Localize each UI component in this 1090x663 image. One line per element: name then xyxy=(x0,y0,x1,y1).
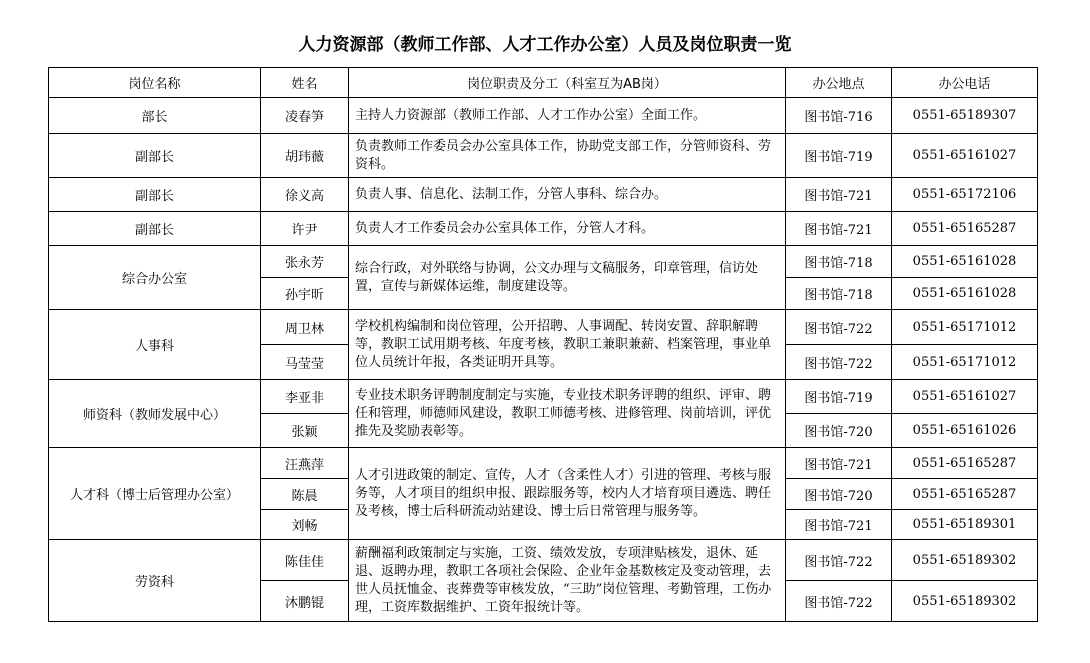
name-cell: 许尹 xyxy=(261,212,349,246)
phone-cell: 0551-65165287 xyxy=(892,479,1038,510)
name-cell: 凌春笋 xyxy=(261,98,349,134)
table-row xyxy=(49,448,1038,479)
header-office: 办公地点 xyxy=(786,68,892,98)
header-phone: 办公电话 xyxy=(892,68,1038,98)
table-row xyxy=(49,134,1038,178)
phone-cell: 0551-65172106 xyxy=(892,178,1038,212)
office-cell: 图书馆-722 xyxy=(786,345,892,380)
header-name: 姓名 xyxy=(261,68,349,98)
position-cell: 副部长 xyxy=(49,134,261,178)
office-cell: 图书馆-722 xyxy=(786,310,892,345)
position-cell: 劳资科 xyxy=(49,540,261,622)
office-cell: 图书馆-718 xyxy=(786,278,892,310)
office-cell: 图书馆-721 xyxy=(786,212,892,246)
name-cell: 孙宇昕 xyxy=(261,278,349,310)
office-cell: 图书馆-720 xyxy=(786,479,892,510)
phone-cell: 0551-65189302 xyxy=(892,540,1038,581)
page-title: 人力资源部（教师工作部、人才工作办公室）人员及岗位职责一览 xyxy=(298,35,792,55)
phone-cell: 0551-65161027 xyxy=(892,380,1038,414)
office-cell: 图书馆-721 xyxy=(786,448,892,479)
table-row xyxy=(49,310,1038,345)
position-cell: 部长 xyxy=(49,98,261,134)
name-cell: 汪燕萍 xyxy=(261,448,349,479)
phone-cell: 0551-65189307 xyxy=(892,98,1038,134)
table-row xyxy=(49,246,1038,278)
phone-cell: 0551-65189302 xyxy=(892,581,1038,622)
header-position: 岗位名称 xyxy=(49,68,261,98)
office-cell: 图书馆-721 xyxy=(786,510,892,540)
name-cell: 胡玮薇 xyxy=(261,134,349,178)
staff-duty-table xyxy=(48,67,1038,622)
office-cell: 图书馆-722 xyxy=(786,581,892,622)
position-cell: 人才科（博士后管理办公室） xyxy=(49,448,261,540)
phone-cell: 0551-65165287 xyxy=(892,448,1038,479)
table-row xyxy=(49,212,1038,246)
phone-cell: 0551-65171012 xyxy=(892,345,1038,380)
position-cell: 人事科 xyxy=(49,310,261,380)
phone-cell: 0551-65161026 xyxy=(892,414,1038,448)
name-cell: 张颖 xyxy=(261,414,349,448)
name-cell: 张永芳 xyxy=(261,246,349,278)
name-cell: 陈晨 xyxy=(261,479,349,510)
office-cell: 图书馆-722 xyxy=(786,540,892,581)
header-duty: 岗位职责及分工（科室互为AB岗） xyxy=(349,68,786,98)
duty-cell: 学校机构编制和岗位管理，公开招聘、人事调配、转岗安置、辞职解聘等，教职工试用期考核、年度考核，教职工兼职兼薪、档案管理，事业单位人员统计年报，各类证明开具等。 xyxy=(349,310,786,380)
phone-cell: 0551-65189301 xyxy=(892,510,1038,540)
name-cell: 周卫林 xyxy=(261,310,349,345)
duty-cell: 负责人事、信息化、法制工作，分管人事科、综合办。 xyxy=(349,178,786,212)
duty-cell: 负责教师工作委员会办公室具体工作，协助党支部工作，分管师资科、劳资科。 xyxy=(349,134,786,178)
duty-cell: 综合行政，对外联络与协调，公文办理与文稿服务，印章管理，信访处置，宣传与新媒体运维，制度建设等。 xyxy=(349,246,786,310)
table-row xyxy=(49,98,1038,134)
office-cell: 图书馆-718 xyxy=(786,246,892,278)
table-body xyxy=(49,98,1038,622)
office-cell: 图书馆-720 xyxy=(786,414,892,448)
name-cell: 刘畅 xyxy=(261,510,349,540)
duty-cell: 薪酬福利政策制定与实施，工资、绩效发放，专项津贴核发，退休、延退、返聘办理，教职工各项社会保险、企业年金基数核定及变动管理，去世人员抚恤金、丧葬费等审核发放，“三助”岗位管理、考勤管理，工伤办理，工资库数据维护、工资年报统计等。 xyxy=(349,540,786,622)
duty-cell: 人才引进政策的制定、宣传，人才（含柔性人才）引进的管理、考核与服务等，人才项目的组织申报、跟踪服务等，校内人才培育项目遴选、聘任及考核，博士后科研流动站建设、博士后日常管理与服务等。 xyxy=(349,448,786,540)
duty-cell: 专业技术职务评聘制度制定与实施，专业技术职务评聘的组织、评审、聘任和管理，师德师风建设，教职工师德考核、进修管理、岗前培训，评优推先及奖励表彰等。 xyxy=(349,380,786,448)
office-cell: 图书馆-721 xyxy=(786,178,892,212)
position-cell: 综合办公室 xyxy=(49,246,261,310)
position-cell: 师资科（教师发展中心） xyxy=(49,380,261,448)
name-cell: 陈佳佳 xyxy=(261,540,349,581)
phone-cell: 0551-65161028 xyxy=(892,278,1038,310)
name-cell: 马莹莹 xyxy=(261,345,349,380)
office-cell: 图书馆-716 xyxy=(786,98,892,134)
phone-cell: 0551-65171012 xyxy=(892,310,1038,345)
duty-cell: 主持人力资源部（教师工作部、人才工作办公室）全面工作。 xyxy=(349,98,786,134)
duty-cell: 负责人才工作委员会办公室具体工作，分管人才科。 xyxy=(349,212,786,246)
name-cell: 李亚非 xyxy=(261,380,349,414)
phone-cell: 0551-65161028 xyxy=(892,246,1038,278)
office-cell: 图书馆-719 xyxy=(786,380,892,414)
office-cell: 图书馆-719 xyxy=(786,134,892,178)
name-cell: 徐义高 xyxy=(261,178,349,212)
table-header-row xyxy=(49,68,1038,98)
name-cell: 沐鹏锟 xyxy=(261,581,349,622)
phone-cell: 0551-65165287 xyxy=(892,212,1038,246)
table-row xyxy=(49,178,1038,212)
phone-cell: 0551-65161027 xyxy=(892,134,1038,178)
position-cell: 副部长 xyxy=(49,178,261,212)
position-cell: 副部长 xyxy=(49,212,261,246)
table-row xyxy=(49,540,1038,581)
table-row xyxy=(49,380,1038,414)
